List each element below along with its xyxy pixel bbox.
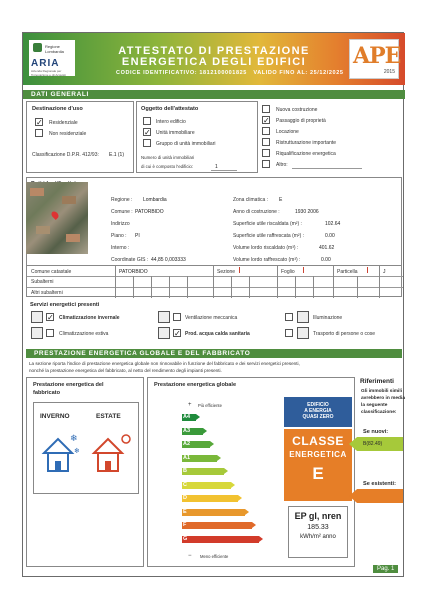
numero-unita-label: Numero di unità immobiliari <box>141 155 195 160</box>
comune-catastale-label: Comune catastale <box>31 269 72 275</box>
energy-class-label-e: E <box>183 508 187 515</box>
nzeb-line-2: A ENERGIA <box>304 408 332 414</box>
meno-efficiente-label: Meno efficiente <box>200 554 229 559</box>
page-number: Pag. 1 <box>373 565 398 573</box>
aria-subtitle: Azienda Regionale per l'Innovazione e gli Acquisti <box>31 69 66 77</box>
aria-logo-text: ARIA <box>31 58 60 69</box>
minus-icon: − <box>188 553 192 559</box>
piano-label: Piano : <box>111 233 127 239</box>
energy-class-label-b: B <box>183 468 187 474</box>
fabbricato-title-2: fabbricato <box>33 390 61 396</box>
composto-label: di cui è composto l'edificio: <box>141 164 194 169</box>
region-logo <box>29 40 75 76</box>
energy-class-bar-a4 <box>182 414 196 421</box>
intero-edificio-label: Intero edificio <box>156 119 186 125</box>
interno-label: Interno : <box>111 245 130 251</box>
building-aerial-photo <box>26 182 88 254</box>
estate-label: ESTATE <box>96 413 121 420</box>
hot-water-icon <box>158 327 170 339</box>
climatizzazione-invernale-checkbox[interactable]: ✓ <box>47 313 54 322</box>
sup-riscaldata-value: 102.64 <box>325 221 341 227</box>
summer-house-icon <box>90 431 134 477</box>
composto-value: 1 <box>215 164 218 170</box>
residenziale-label: Residenziale <box>49 120 78 126</box>
sup-riscaldata-label: Superficie utile riscaldata (m²) : <box>233 221 302 227</box>
energy-class-label-a4: A4 <box>183 414 191 420</box>
codice-valido <box>116 70 344 76</box>
heating-icon <box>31 311 43 323</box>
energy-class-bar-e <box>182 509 245 516</box>
intero-edificio-checkbox[interactable] <box>143 117 151 125</box>
classe-energetica-badge <box>284 429 352 501</box>
particella-value: J <box>383 269 386 275</box>
codice-identificativo: CODICE IDENTIFICATIVO: 1812100001825 <box>116 70 247 76</box>
winter-house-icon <box>40 431 84 477</box>
elevator-icon <box>297 327 309 339</box>
riqualificazione-checkbox[interactable] <box>262 149 270 157</box>
fabbricato-title-1: Prestazione energetica del <box>33 382 104 388</box>
zona-climatica-label: Zona climatica : <box>233 197 269 203</box>
season-panel <box>33 402 139 494</box>
illuminazione-label: Illuminazione <box>313 315 343 321</box>
coordinate-gis-label: Coordinate GIS : <box>111 257 149 263</box>
dati-generali-title: DATI GENERALI <box>23 90 405 99</box>
nzeb-line-1: EDIFICIO <box>307 402 329 408</box>
composto-underline <box>211 170 237 171</box>
vol-riscaldato-value: 401.62 <box>319 245 335 251</box>
riferimenti-text-1: Gli immobili simili <box>361 389 403 394</box>
acqua-calda-label: Prod. acqua calda sanitaria <box>185 331 250 337</box>
foglio-label: Foglio <box>281 269 295 275</box>
energy-class-bar-b <box>182 468 224 475</box>
svg-text:❄: ❄ <box>74 447 80 455</box>
locazione-label: Locazione <box>276 129 299 135</box>
prestazione-intro-2: nonché la prestazione energetica del fabbricato, al netto del rendimento degli impianti presenti. <box>29 368 222 373</box>
cooling-icon <box>31 327 43 339</box>
servizi-title: Servizi energetici presenti <box>30 302 100 308</box>
comune-label: Comune : <box>111 209 133 215</box>
prestazione-intro-1: La sezione riporta l'indice di prestazione energetica globale non rinnovabile in funzione del fabbricato e dei servizi energetici presenti, <box>29 361 300 366</box>
ventilation-icon <box>158 311 170 323</box>
altro-underline <box>292 168 362 169</box>
ep-value: 185.33 <box>307 524 329 531</box>
energy-class-bar-c <box>182 482 231 489</box>
climatizzazione-invernale-label: Climatizzazione invernale <box>59 315 120 321</box>
inverno-label: INVERNO <box>40 413 70 420</box>
illuminazione-checkbox[interactable] <box>285 313 293 321</box>
lightbulb-icon <box>297 311 309 323</box>
classe-value: E <box>312 464 324 483</box>
ape-logo-year: 2015 <box>383 69 395 75</box>
riferimenti-title: Riferimenti <box>360 378 394 385</box>
nzeb-line-3: QUASI ZERO <box>302 414 334 420</box>
regione-label: Regione : <box>111 197 133 203</box>
regione-value: Lombardia <box>143 197 167 203</box>
vol-riscaldato-label: Volume lordo riscaldato (m³) : <box>233 245 299 251</box>
prestazione-title: PRESTAZIONE ENERGETICA GLOBALE E DEL FABBRICATO <box>26 349 402 358</box>
riferimenti-text-2: avrebbero in media <box>361 396 405 401</box>
piano-value: PI <box>135 233 140 239</box>
climatizzazione-estiva-label: Climatizzazione estiva <box>59 331 109 337</box>
altro-checkbox[interactable] <box>262 160 270 168</box>
oggetto-label: Oggetto dell'attestato <box>141 106 199 112</box>
non-residenziale-label: Non residenziale <box>49 131 87 137</box>
coordinate-gis-value: 44,85 0,003333 <box>151 257 186 263</box>
zona-climatica-value: E <box>279 197 283 203</box>
gruppo-unita-checkbox[interactable] <box>143 139 151 147</box>
energy-class-label-a3: A3 <box>183 427 191 434</box>
ep-box <box>288 506 348 558</box>
ep-label: EP gl, nren <box>294 511 342 521</box>
comune-catastale-value: PATORBIDO <box>119 269 148 275</box>
indirizzo-label: Indirizzo <box>111 221 130 227</box>
destinazione-box <box>26 101 134 173</box>
energy-class-bar-f <box>182 522 252 529</box>
comune-value: PATORBIDO <box>135 209 164 215</box>
energy-class-bar-a1 <box>182 455 217 462</box>
subalterni-label: Subalterni <box>31 279 54 285</box>
fabbricato-box <box>26 377 144 567</box>
globale-title: Prestazione energetica globale <box>154 382 237 388</box>
nzeb-badge <box>284 397 352 427</box>
ventilazione-meccanica-label: Ventilazione meccanica <box>185 315 238 321</box>
destinazione-label: Destinazione d'uso <box>32 106 83 112</box>
classificazione-value: E.1 (1) <box>109 152 125 158</box>
se-nuovi-value: B(82.49) <box>363 441 383 447</box>
catasto-table <box>26 265 402 297</box>
energy-class-bar-d <box>182 495 238 502</box>
residenziale-checkbox[interactable]: ✓ <box>36 118 43 127</box>
riferimenti-text-3: la seguente <box>361 403 388 408</box>
riqualificazione-label: Riqualificazione energetica <box>276 151 336 157</box>
sup-raffrescata-value: 0.00 <box>325 233 335 239</box>
se-esistenti-arrow <box>349 489 403 503</box>
classe-title-2: ENERGETICA <box>289 450 347 459</box>
classe-title-1: CLASSE <box>292 434 344 448</box>
climatizzazione-estiva-checkbox[interactable] <box>46 329 54 337</box>
energy-class-bar-a3 <box>182 428 203 435</box>
se-nuovi-label: Se nuovi: <box>363 429 389 435</box>
ape-logo <box>349 39 399 79</box>
vol-raffrescato-value: 0.00 <box>321 257 331 263</box>
motivazione-box <box>260 101 402 173</box>
altri-subalterni-label: Altri subalterni <box>31 290 63 296</box>
energy-class-bar-g <box>182 536 259 543</box>
energy-class-label-f: F <box>183 522 187 528</box>
region-name: Regione Lombardia <box>45 44 64 54</box>
sup-raffrescata-label: Superficie utile raffrescata (m²) : <box>233 233 305 239</box>
locazione-checkbox[interactable] <box>262 127 270 135</box>
ristrutturazione-label: Ristrutturazione importante <box>276 140 337 146</box>
title-line-1: ATTESTATO DI PRESTAZIONE <box>118 45 310 57</box>
ape-logo-text: APE <box>353 43 401 69</box>
piu-efficiente-label: Più efficiente <box>198 403 222 408</box>
energy-class-label-a1: A1 <box>183 454 191 461</box>
gruppo-unita-label: Gruppo di unità immobiliari <box>156 141 216 147</box>
energy-class-label-d: D <box>183 495 187 501</box>
passaggio-proprieta-label: Passaggio di proprietà <box>276 118 326 124</box>
certificate-page <box>22 32 404 577</box>
title-line-2: ENERGETICA DEGLI EDIFICI <box>121 56 307 68</box>
svg-text:❄: ❄ <box>70 434 78 444</box>
passaggio-proprieta-checkbox[interactable]: ✓ <box>263 116 270 125</box>
ventilazione-meccanica-checkbox[interactable] <box>173 313 181 321</box>
region-emblem-icon <box>33 43 42 52</box>
riferimenti-text-4: classificazione: <box>361 410 397 415</box>
header-banner <box>23 33 405 85</box>
vol-raffrescato-label: Volume lordo raffrescato (m³) : <box>233 257 301 263</box>
acqua-calda-checkbox[interactable]: ✓ <box>174 329 181 338</box>
se-esistenti-label: Se esistenti: <box>363 481 396 487</box>
location-pin-icon <box>50 210 60 220</box>
unita-immobiliare-checkbox[interactable]: ✓ <box>144 128 151 137</box>
energy-class-label-a2: A2 <box>183 441 191 447</box>
ep-unit: kWh/m² anno <box>300 534 336 540</box>
non-residenziale-checkbox[interactable] <box>35 129 43 137</box>
oggetto-box <box>136 101 258 173</box>
anno-costruzione-value: 1930 2006 <box>295 209 319 215</box>
plus-icon: + <box>188 402 192 408</box>
unita-immobiliare-label: Unità immobiliare <box>156 130 195 136</box>
ristrutturazione-checkbox[interactable] <box>262 138 270 146</box>
valido-fino-al: VALIDO FINO AL: 25/12/2025 <box>253 70 344 76</box>
energy-class-label-c: C <box>183 481 187 488</box>
energy-class-label-g: G <box>183 535 188 542</box>
sezione-label: Sezione <box>217 269 236 275</box>
particella-label: Particella <box>337 269 358 275</box>
classificazione-label: Classificazione D.P.R. 412/93: <box>32 152 99 158</box>
anno-costruzione-label: Anno di costruzione : <box>233 209 280 215</box>
altro-label: Altro: <box>276 162 288 168</box>
trasporto-label: Trasporto di persone o cose <box>313 331 376 337</box>
trasporto-checkbox[interactable] <box>285 329 293 337</box>
energy-class-bar-a2 <box>182 441 210 448</box>
nuova-costruzione-label: Nuova costruzione <box>276 107 318 113</box>
nuova-costruzione-checkbox[interactable] <box>262 105 270 113</box>
